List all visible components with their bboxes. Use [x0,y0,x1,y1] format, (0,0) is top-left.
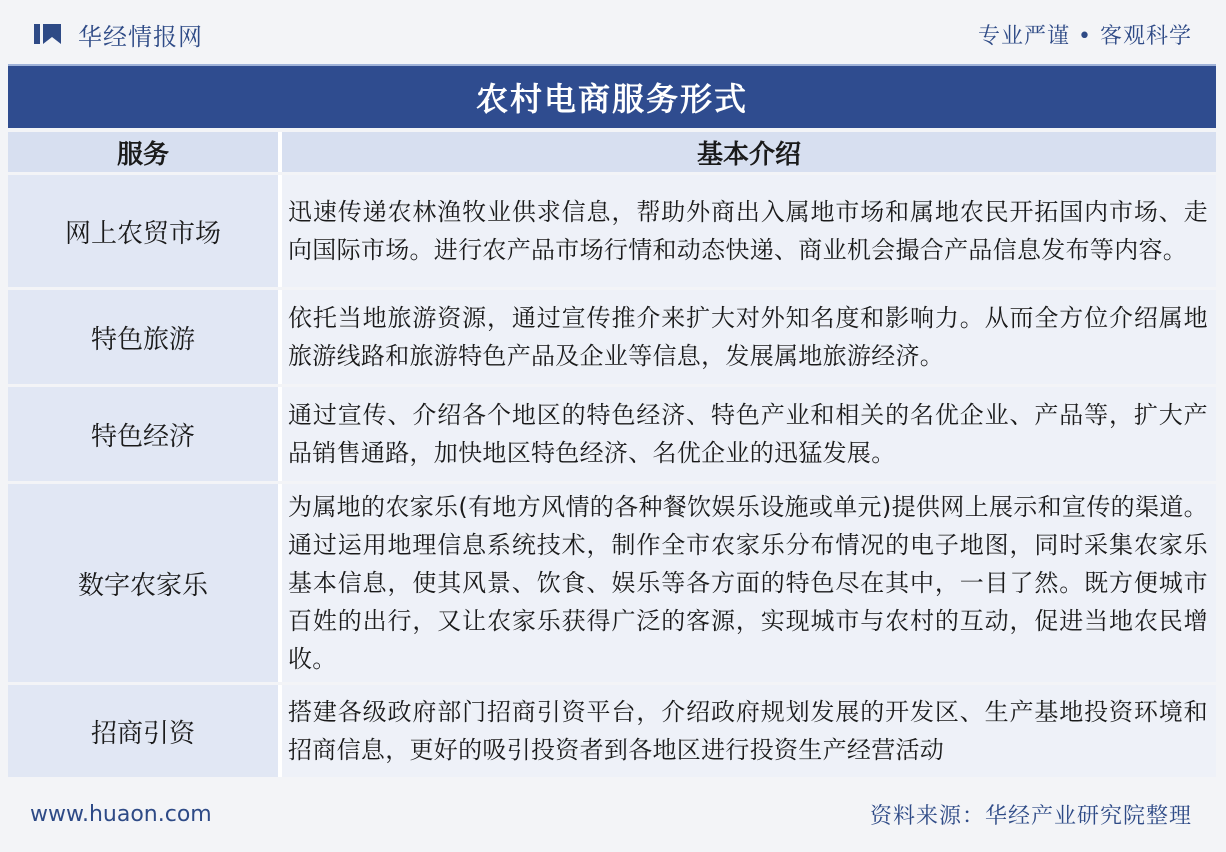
service-intro: 依托当地旅游资源，通过宣传推介来扩大对外知名度和影响力。从而全方位介绍属地旅游线路和旅游特色产品及企业等信息，发展属地旅游经济。 [282,290,1216,384]
site-url: www.huaon.com [30,801,212,827]
column-header-intro: 基本介绍 [282,132,1216,172]
service-intro: 搭建各级政府部门招商引资平台，介绍政府规划发展的开发区、生产基地投资环境和招商信息，更好的吸引投资者到各地区进行投资生产经营活动 [282,685,1216,777]
table-row [8,175,1216,287]
footer [8,792,1216,836]
table-row [8,290,1216,384]
services-table [8,129,1216,780]
brand [34,17,203,52]
title-banner [8,64,1216,128]
service-intro: 通过宣传、介绍各个地区的特色经济、特色产业和相关的名优企业、产品等，扩大产品销售通路，加快地区特色经济、名优企业的迅猛发展。 [282,387,1216,481]
service-name: 特色经济 [8,387,282,481]
table-row [8,387,1216,481]
slogan: 专业严谨 • 客观科学 [978,23,1192,49]
service-name: 招商引资 [8,685,282,777]
top-bar [8,8,1216,60]
service-name: 特色旅游 [8,290,282,384]
service-name: 数字农家乐 [8,484,282,682]
brand-name: 华经情报网 [78,22,203,51]
service-name: 网上农贸市场 [8,175,282,287]
table-row [8,484,1216,682]
table-header-row [8,132,1216,172]
table-row [8,685,1216,777]
page-title: 农村电商服务形式 [475,80,748,118]
data-source: 资料来源：华经产业研究院整理 [869,803,1192,829]
service-intro: 为属地的农家乐(有地方风情的各种餐饮娱乐设施或单元)提供网上展示和宣传的渠道。通过运用地理信息系统技术，制作全市农家乐分布情况的电子地图，同时采集农家乐基本信息，使其风景、饮食、娱乐等各方面的特色尽在其中，一目了然。既方便城市百姓的出行，又让农家乐获得广泛的客源，实现城市与农村的互动，促进当地农民增收。 [282,484,1216,682]
bookmark-icon [34,22,64,46]
service-intro: 迅速传递农林渔牧业供求信息，帮助外商出入属地市场和属地农民开拓国内市场、走向国际市场。进行农产品市场行情和动态快递、商业机会撮合产品信息发布等内容。 [282,175,1216,287]
column-header-service: 服务 [8,132,282,172]
